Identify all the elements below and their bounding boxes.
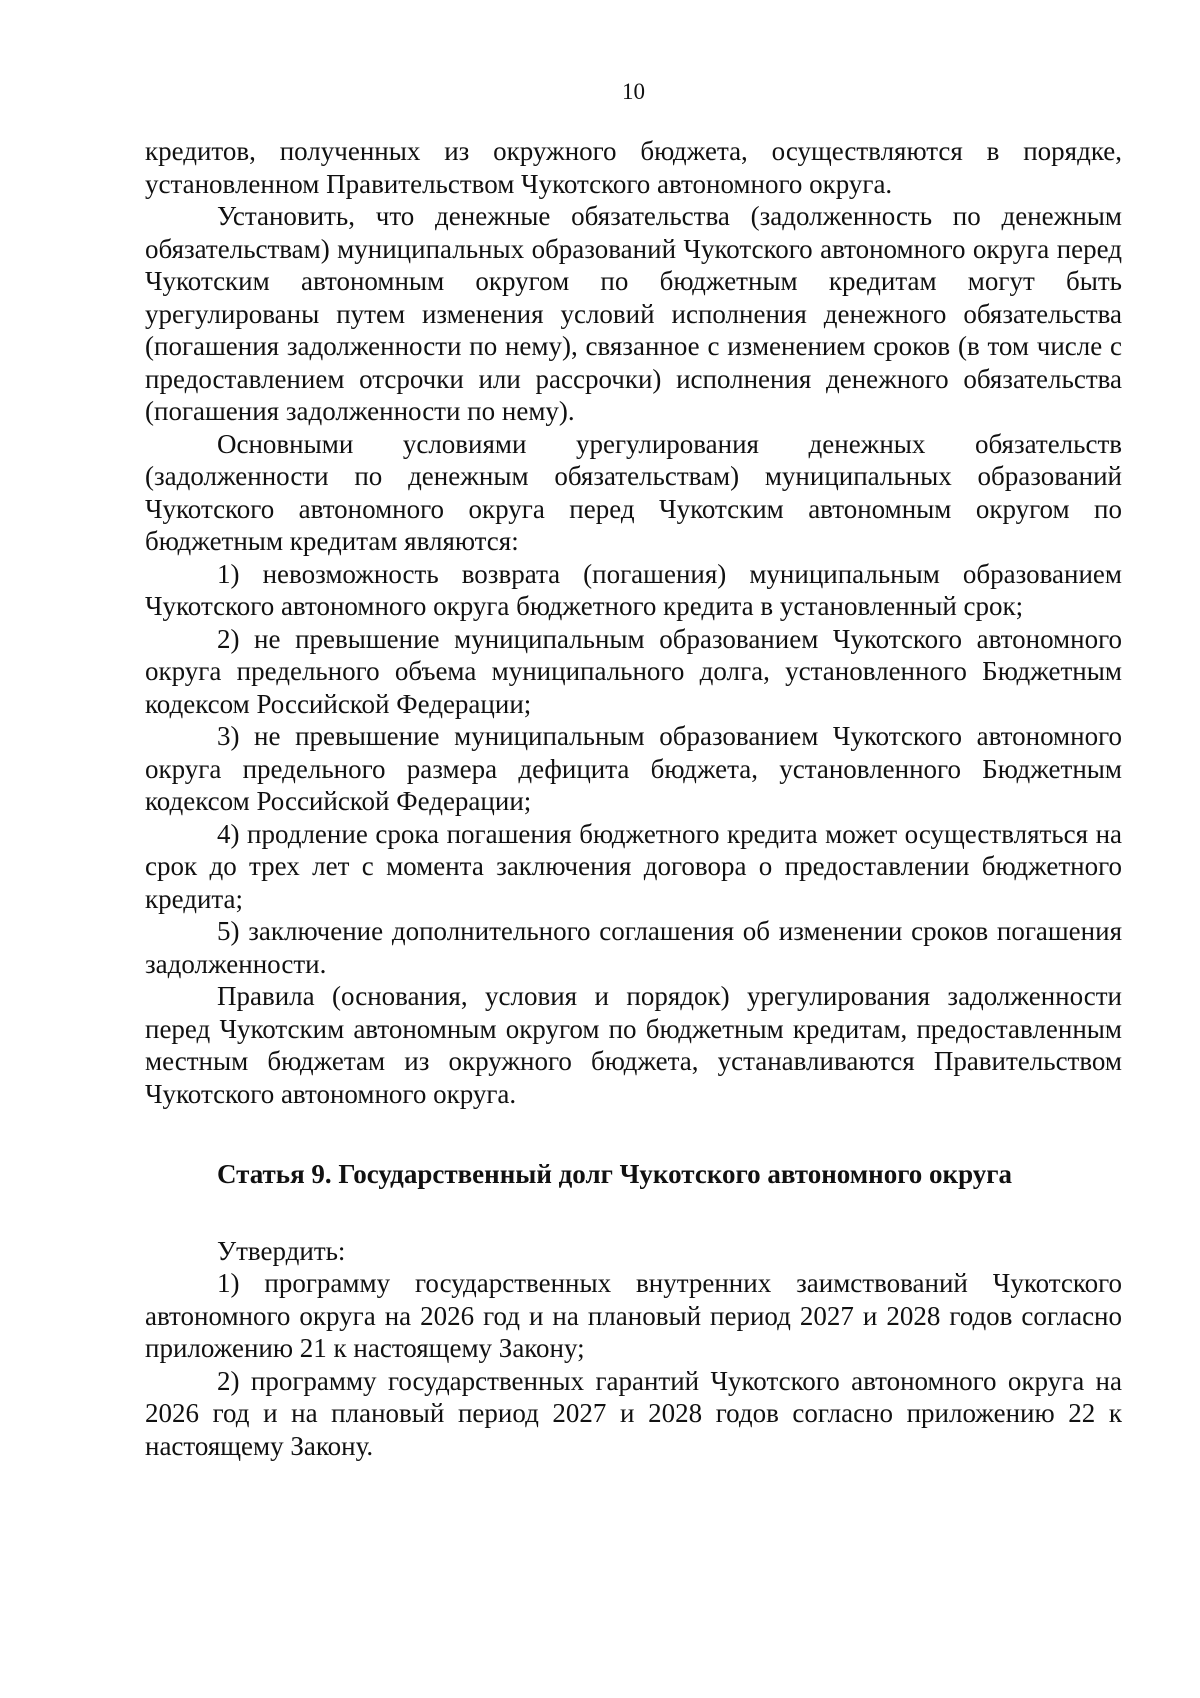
document-body — [145, 135, 1122, 1462]
article-heading: Статья 9. Государственный долг Чукотского автономного округа — [217, 1159, 1013, 1189]
paragraph-continuation: кредитов, полученных из окружного бюджета, осуществляются в порядке, установленном Правительством Чукотского автономного округа. — [145, 136, 1122, 199]
list-item-condition-2: 2) не превышение муниципальным образованием Чукотского автономного округа предельного объема муниципального долга, установленного Бюджетным кодексом Российской Федерации; — [145, 623, 1122, 719]
list-item-condition-5: 5) заключение дополнительного соглашения об изменении сроков погашения задолженности. — [145, 916, 1122, 979]
list-item-borrowing-program: 1) программу государственных внутренних заимствований Чукотского автономного округа на 2026 год и на плановый период 2027 и 2028 годов согласно приложению 21 к настоящему Закону; — [145, 1268, 1122, 1363]
list-item-condition-4: 4) продление срока погашения бюджетного кредита может осуществляться на срок до трех лет с момента заключения договора о предоставлении бюджетного кредита; — [145, 818, 1122, 914]
paragraph-main-conditions: Основными условиями урегулирования денежных обязательств (задолженности по денежным обязательствам) муниципальных образований Чукотского автономного округа перед Чукотским автономным округом по бюджетным кредитам являются: — [145, 428, 1122, 556]
list-item-guarantee-program: 2) программу государственных гарантий Чукотского автономного округа на 2026 год и на плановый период 2027 и 2028 годов согласно приложению 22 к настоящему Закону. — [145, 1365, 1122, 1461]
page-number: 10 — [622, 79, 645, 104]
list-item-condition-1: 1) невозможность возврата (погашения) муниципальным образованием Чукотского автономного округа бюджетного кредита в установленный срок; — [145, 558, 1122, 621]
paragraph-approve: Утвердить: — [217, 1235, 346, 1266]
paragraph-rules: Правила (основания, условия и порядок) урегулирования задолженности перед Чукотским автономным округом по бюджетным кредитам, предоставленным местным бюджетам из окружного бюджета, устанавливаются Правительством Чукотского автономного округа. — [145, 981, 1122, 1109]
paragraph-debt-settlement: Установить, что денежные обязательства (задолженность по денежным обязательствам) муниципальных образований Чукотского автономного округа перед Чукотским автономным округом по бюджетным кредитам могут быть урегулированы путем изменения условий исполнения денежного обязательства (погашения задолженности по нему), связанное с изменением сроков (в том числе с предоставлением отсрочки или рассрочки) исполнения денежного обязательства (погашения задолженности по нему). — [145, 201, 1122, 426]
list-item-condition-3: 3) не превышение муниципальным образованием Чукотского автономного округа предельного размера дефицита бюджета, установленного Бюджетным кодексом Российской Федерации; — [145, 721, 1122, 816]
